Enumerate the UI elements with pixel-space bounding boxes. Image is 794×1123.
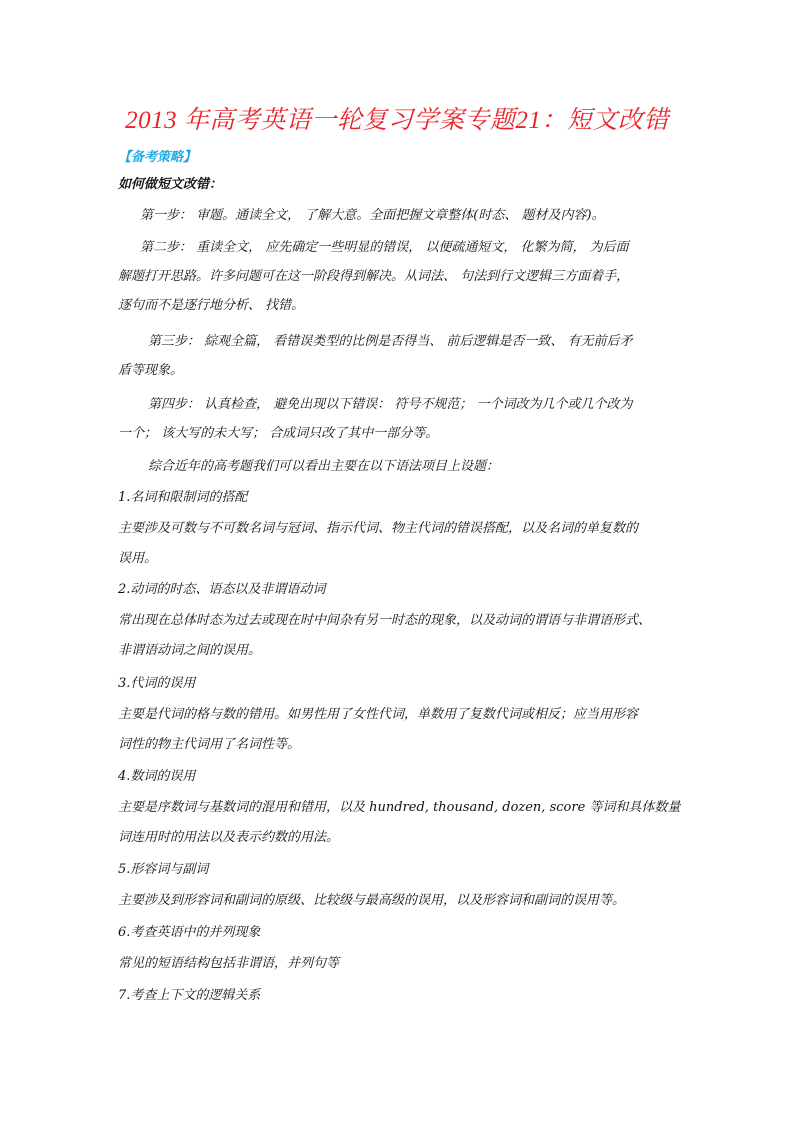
item-2-heading: 2.动词的时态、语态以及非谓语动词 (118, 582, 326, 597)
step2-line-1: 第二步： 重读全文， 应先确定一些明显的错误， 以便疏通短文， 化繁为简， 为后面 (140, 240, 629, 255)
item-1-line-2: 误用。 (118, 551, 158, 566)
item-4-line-2: 词连用时的用法以及表示约数的用法。 (118, 830, 340, 845)
section-label: 【备考策略】 (118, 150, 197, 165)
summary-line: 综合近年的高考题我们可以看出主要在以下语法项目上设题： (148, 459, 500, 474)
item-4-heading: 4.数词的误用 (118, 769, 196, 784)
document-title: 2013 年高考英语一轮复习学案专题21：短文改错 (125, 107, 669, 134)
item-4-line-1: 主要是序数词与基数词的混用和错用，以及 hundred, thousand, dozen, score 等词和具体数量 (118, 800, 681, 815)
step1-line: 第一步： 审题。通读全文， 了解大意。全面把握文章整体(时态、 题材及内容)。 (140, 208, 605, 223)
step3-line-1: 第三步： 綜观全篇， 看错误类型的比例是否得当、 前后逻辑是否一致、 有无前后矛 (148, 334, 633, 349)
item-1-heading: 1.名词和限制词的搭配 (118, 490, 248, 505)
item-1-line-1: 主要涉及可数与不可数名词与冠词、指示代词、物主代词的错误搭配，以及名词的单复数的 (118, 521, 639, 536)
item-6-heading: 6.考查英语中的并列现象 (118, 925, 261, 940)
item-5-line-1: 主要涉及到形容词和副词的原级、比较级与最高级的误用，以及形容词和副词的误用等。 (118, 893, 626, 908)
step2-line-3: 逐句而不是逐行地分析、 找错。 (118, 298, 305, 313)
item-2-line-1: 常出现在总体时态为过去或现在时中间杂有另一时态的现象，以及动词的谓语与非谓语形式、 (118, 613, 652, 628)
item-3-line-1: 主要是代词的格与数的错用。如男性用了女性代词，单数用了复数代词或相反；应当用形容 (118, 707, 639, 722)
item-3-heading: 3.代词的误用 (118, 676, 196, 691)
item-5-heading: 5.形容词与副词 (118, 862, 209, 877)
item-3-line-2: 词性的物主代词用了名词性等。 (118, 737, 301, 752)
item-7-heading: 7.考查上下文的逻辑关系 (118, 988, 261, 1003)
item-6-line-1: 常见的短语结构包括非谓语，并列句等 (118, 956, 340, 971)
heading: 如何做短文改错： (118, 177, 223, 192)
step4-line-2: 一个； 该大写的未大写； 合成词只改了其中一部分等。 (118, 426, 439, 441)
step3-line-2: 盾等现象。 (118, 363, 184, 378)
step2-line-2: 解题打开思路。许多问题可在这一阶段得到解决。从词法、 句法到行文逻辑三方面着手， (118, 269, 630, 284)
item-2-line-2: 非谓语动词之间的误用。 (118, 643, 262, 658)
step4-line-1: 第四步： 认真检查， 避免出现以下错误： 符号不规范； 一个词改为几个或几个改为 (148, 397, 633, 412)
